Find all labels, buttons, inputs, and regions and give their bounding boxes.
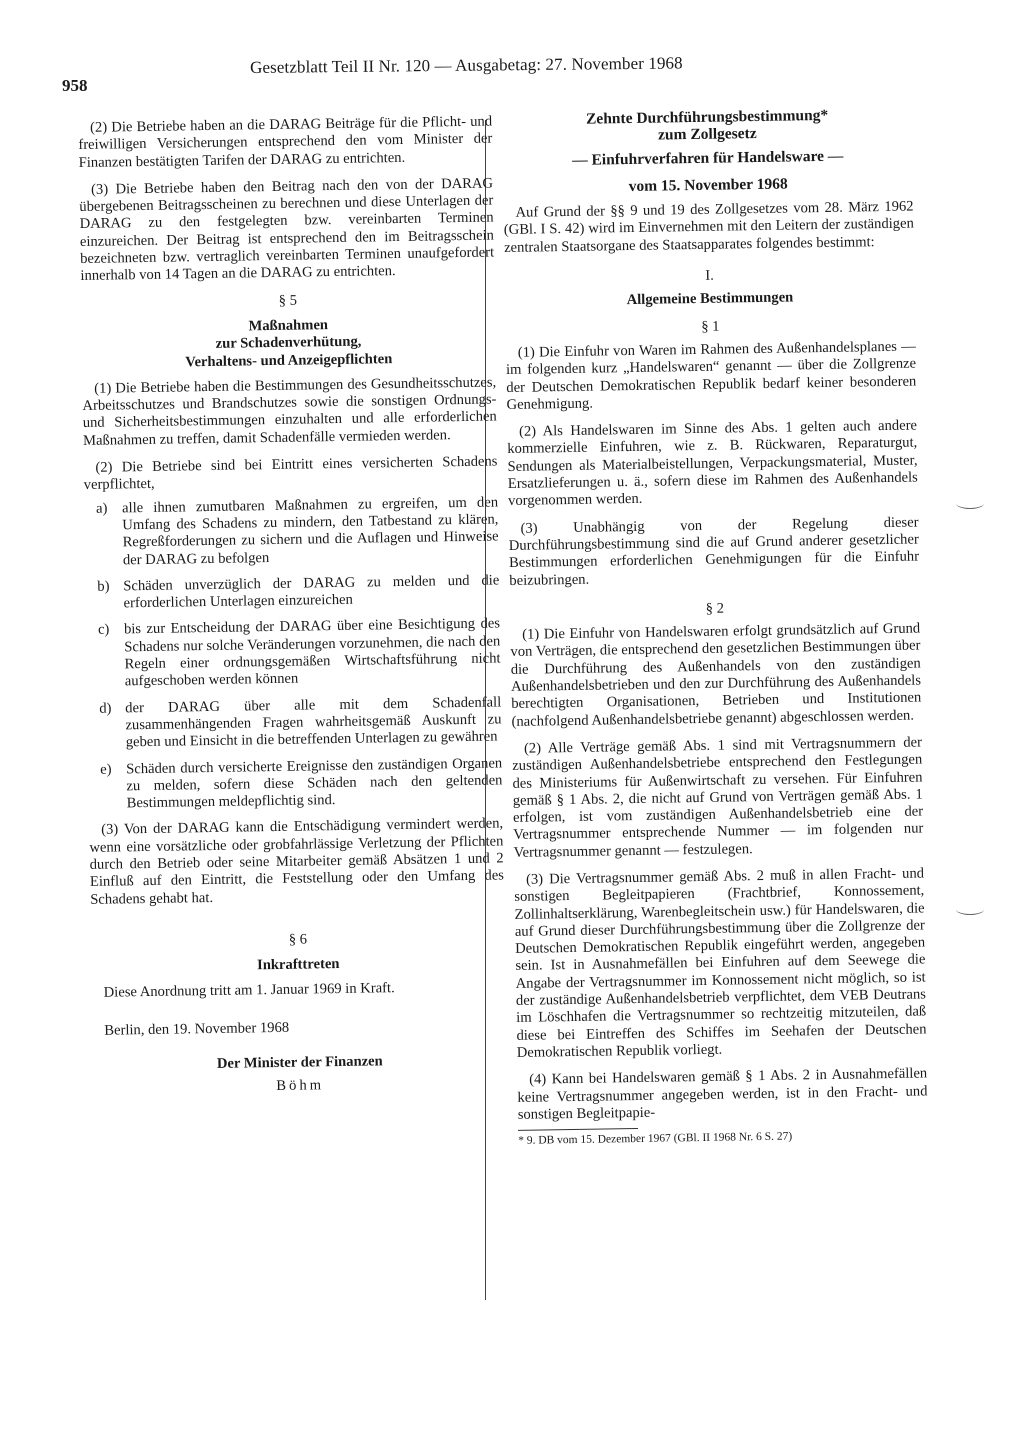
signatory-title: Der Minister der Finanzen xyxy=(216,1053,383,1072)
list-item-text: bis zur Entscheidung der DARAG über eine Besichtigung des Schadens nur solche Veränderungen vorzunehmen, die nach den Regeln einer ordnungsgemäßen Wirtschaftsführung nicht aufgeschoben werden können xyxy=(123,615,501,690)
list-item-text: Schäden unverzüglich der DARAG zu melden und die erforderlichen Unterlagen einzureichen xyxy=(123,572,500,612)
section-5-paragraph-2: (2) Die Betriebe sind bei Eintritt eines versicherten Schadens verpflichtet, xyxy=(83,453,498,494)
margin-mark xyxy=(956,498,984,509)
page-number: 958 xyxy=(62,76,88,95)
list-item-text: Schäden durch versicherte Ereignisse den zuständigen Organen zu melden, sofern diese Schäden nach den geltenden Bestimmungen meldepflichtig sind. xyxy=(126,754,503,812)
part-title: Allgemeine Bestimmungen xyxy=(626,289,794,309)
section-6-text: Diese Anordnung tritt am 1. Januar 1969 in Kraft. xyxy=(103,980,395,1002)
list-item xyxy=(85,572,499,613)
section-5-number: § 5 xyxy=(278,292,298,309)
section-6-number: § 6 xyxy=(288,931,308,948)
right-column xyxy=(502,106,928,1148)
section-5-title-line-1: Maßnahmen xyxy=(248,317,329,335)
section-2-paragraph-3: (3) Die Vertragsnummer gemäß Abs. 2 muß in allen Fracht- und sonstigen Begleitpapieren (Frachtbrief, Konnossement, Zollinhaltserklärung, Warenbegleitschein usw.) für Handelswaren, die auf Grund dieser Durchführungsbestimmung über die Zollgrenze der Deutschen Demokratischen Republik eingeführt werden, angegeben sein. Ist in Ausnahmefällen bei Einfuhren auf dem Seewege die Angabe der Vertragsnummer im Konnossement nicht möglich, so ist der zuständige Außenhandelsbetrieb verpflichtet, dem VEB Deutrans im Löschhafen die Vertragsnummer so rechtzeitig mitzuteilen, daß diese bei Eintreffen des Schiffes im Seehafen der Deutschen Demokratischen Republik vorliegt. xyxy=(514,865,927,1061)
section-1-number: § 1 xyxy=(701,318,720,335)
section-2-number: § 2 xyxy=(705,600,725,617)
section-5-title-line-3: Verhaltens- und Anzeigepflichten xyxy=(185,350,393,370)
list-item-label: d) xyxy=(99,700,112,717)
decree-title-line-2: zum Zollgesetz xyxy=(657,125,757,144)
list-item xyxy=(87,694,502,752)
signatory-name: Böhm xyxy=(276,1077,325,1095)
decree-title-line-1: Zehnte Durchführungsbestimmung* xyxy=(585,106,829,128)
section-1-paragraph-1: (1) Die Einfuhr von Waren im Rahmen des Außenhandelsplanes — im folgenden kurz „Handelswaren“ genannt — über die Zollgrenze der Deutschen Demokratischen Republik bedarf keiner besonderen Genehmigung. xyxy=(505,338,917,413)
section-1-paragraph-2: (2) Als Handelswaren im Sinne des Abs. 1 gelten auch andere kommerzielle Einfuhren, wie z. B. Rückwaren, Reparaturgut, Sendungen als Materialbeistellungen, Verpackungsmaterial, Muster, Ersatzlieferungen u. ä., sofern diese im Rahmen des Außenhandels vorgenommen werden. xyxy=(507,417,918,510)
section-2-paragraph-2: (2) Alle Verträge gemäß Abs. 1 sind mit Vertragsnummern der zuständigen Außenhandelsbetriebe entsprechend den Festlegungen des Ministeriums für Außenwirtschaft zu versehen. Für Einfuhren gemäß § 1 Abs. 2, die nicht auf Grund von Verträgen gemäß Abs. 1 erfolgen, ist vom zuständigen Außenhandelsbetrieb eine der Vertragsnummer entsprechende Nummer — im folgenden nur Vertragsnummer genannt — festzulegen. xyxy=(512,734,924,861)
section-5-title-line-2: zur Schadenverhütung, xyxy=(215,333,362,353)
running-head: Gesetzblatt Teil II Nr. 120 — Ausgabetag: 27. November 1968 xyxy=(250,53,683,77)
left-column xyxy=(78,113,507,1098)
list-item xyxy=(86,616,501,692)
margin-mark xyxy=(956,904,984,915)
list-item xyxy=(88,755,503,813)
section-5-paragraph-1: (1) Die Betriebe haben die Bestimmungen des Gesundheitsschutzes, Arbeitsschutzes und Brandschutzes sowie die sonstigen Ordnungs- und Sicherheitsbestimmungen einzuhalten und alle erforderlichen Maßnahmen zu treffen, damit Schadenfälle vermieden werden. xyxy=(82,374,497,449)
section-2-paragraph-4: (4) Kann bei Handelswaren gemäß § 1 Abs. 2 in Ausnahmefällen keine Vertragsnummer angegeben werden, ist in den Fracht- und sonstigen Begleitpapie- xyxy=(517,1065,928,1123)
footnote-rule xyxy=(518,1128,638,1131)
section-1-paragraph-3: (3) Unabhängig von der Regelung dieser Durchführungsbestimmung sind die auf Grund anderer gesetzlicher Bestimmungen erforderlichen Genehmigungen für die Einfuhr beizubringen. xyxy=(508,514,920,589)
list-item-label: e) xyxy=(100,761,112,778)
list-item-text: der DARAG über alle mit dem Schadenfall zusammenhängenden Fragen wahrheitsgemäß Auskunft zu geben und Einsicht in die betreffenden Unterlagen zu gewähren xyxy=(125,694,502,751)
list-item-label: c) xyxy=(97,621,110,639)
list-item-text: alle ihnen zumutbaren Maßnahmen zu ergreifen, um den Umfang des Schadens zu mindern, den Tatbestand zu klären, Regreßforderungen zu sichern und die Auflagen und Hinweise der DARAG zu befolgen xyxy=(121,494,499,568)
decree-subtitle: — Einfuhrverfahren für Handelsware — xyxy=(571,147,844,169)
paragraph-beitrag-berechnung: (3) Die Betriebe haben den Beitrag nach den von der DARAG übergebenen Beitragsscheinen zu berechnen und diese Unterlagen der DARAG zu den festgelegten bzw. vereinbarten Terminen einzureichen. Der Beitrag ist entsprechend den im Beitragsschein bezeichneten bzw. vertraglich vereinbarten Terminen unaufgefordert innerhalb von 14 Tagen an die DARAG zu entrichten. xyxy=(79,175,495,285)
section-6-title: Inkrafttreten xyxy=(256,956,340,974)
part-number: I. xyxy=(705,267,714,284)
list-item-label: a) xyxy=(95,500,108,517)
section-2-paragraph-1: (1) Die Einfuhr von Handelswaren erfolgt grundsätzlich auf Grund von Verträgen, die entsprechend den gesetzlichen Bestimmungen über die Durchführung des Außenhandels von den zuständigen Außenhandelsbetrieben und den zur Durchführung des Außenhandels berechtigten Organisationen, Betrieben und Institutionen (nachfolgend Außenhandelsbetriebe genannt) abgeschlossen werden. xyxy=(510,620,922,730)
paragraph-beitraege: (2) Die Betriebe haben an die DARAG Beiträge für die Pflicht- und freiwilligen Versicherungen entsprechend den vom Minister der Finanzen bestätigten Tarifen der DARAG zu entrichten. xyxy=(78,113,493,171)
list-item xyxy=(84,494,499,570)
section-5-paragraph-3: (3) Von der DARAG kann die Entschädigung vermindert werden, wenn eine vorsätzliche oder grobfahrlässige Verletzung der Pflichten durch den Betrieb oder seine Mitarbeiter gemäß Absätzen 1 und 2 Einfluß auf den Eintritt, die Feststellung oder den Umfang des Schadens gehabt hat. xyxy=(89,815,505,908)
preamble: Auf Grund der §§ 9 und 19 des Zollgesetzes vom 28. März 1962 (GBl. I S. 42) wird im Einvernehmen mit den Leitern der zuständigen zentralen Staatsorgane des Staatsapparates folgendes bestimmt: xyxy=(503,198,914,256)
footnote: * 9. DB vom 15. Dezember 1967 (GBl. II 1968 Nr. 6 S. 27) xyxy=(518,1130,793,1148)
decree-date: vom 15. November 1968 xyxy=(628,175,788,195)
list-item-label: b) xyxy=(97,578,110,595)
place-date: Berlin, den 19. November 1968 xyxy=(104,1019,290,1039)
